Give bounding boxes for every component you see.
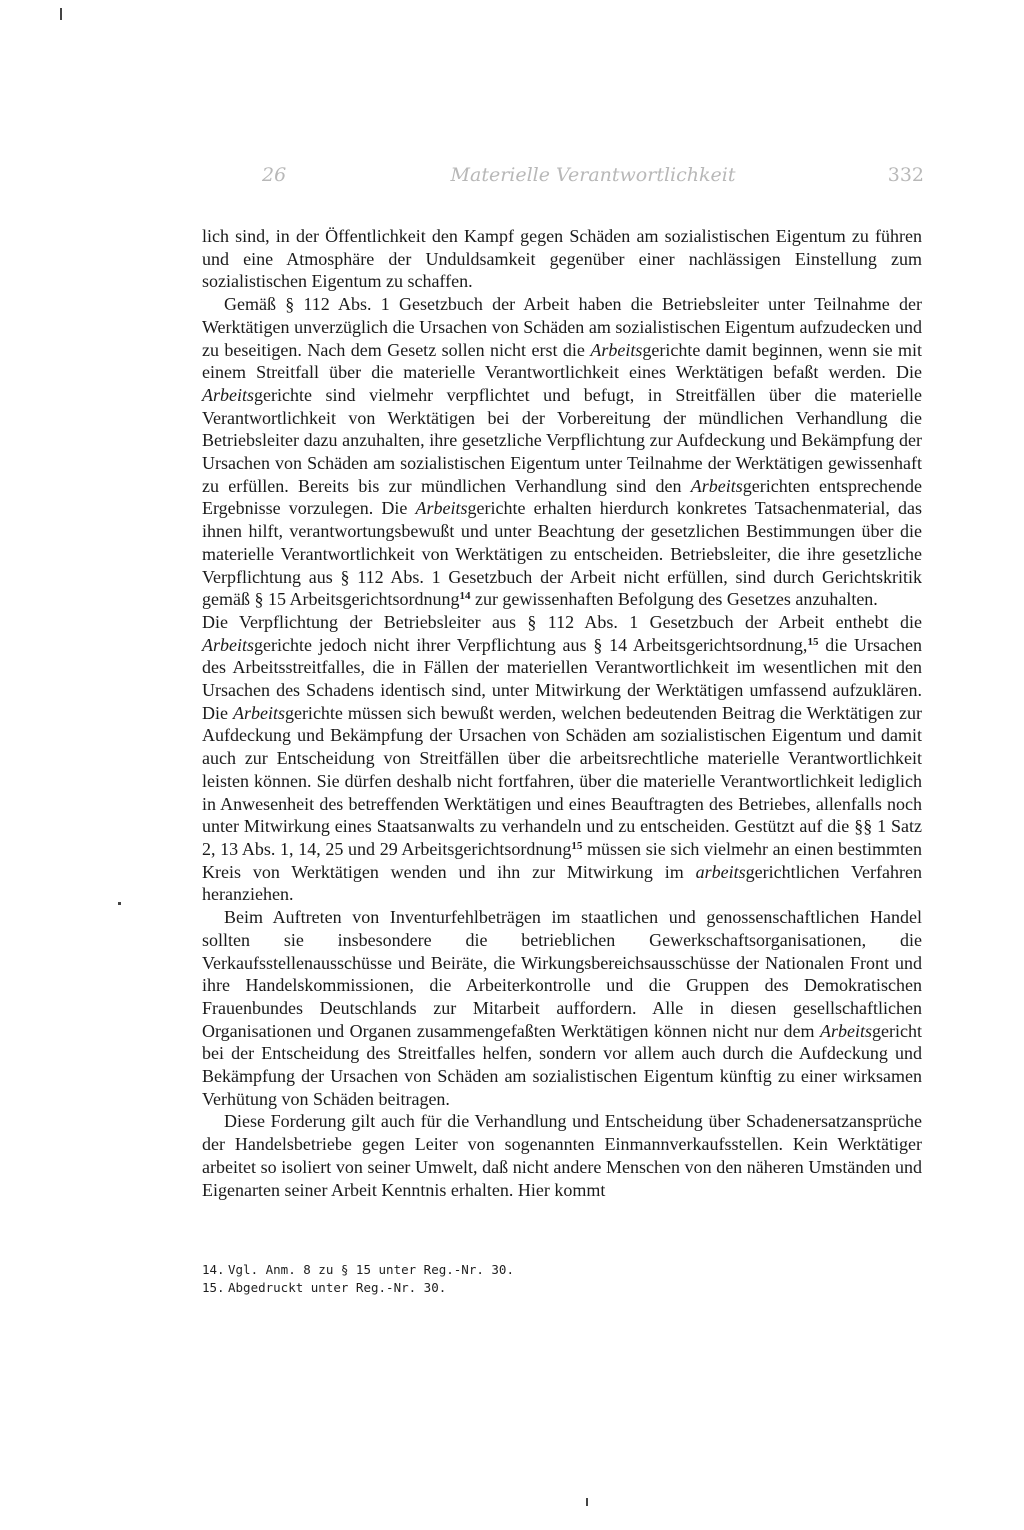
footnote-number: 14. bbox=[202, 1262, 225, 1277]
footnote-text: Abgedruckt unter Reg.-Nr. 30. bbox=[228, 1280, 447, 1295]
body-text bbox=[202, 225, 922, 1201]
footnote bbox=[202, 1279, 802, 1297]
paragraph: Die Verpflichtung der Betriebsleiter aus § 112 Abs. 1 Gesetzbuch der Arbeit enthebt die Arbeitsgerichte jedoch nicht ihrer Verpflichtung aus § 14 Arbeitsgerichtsordnung,$^{15}$ die Ursachen des Arbeitsstreitfalles, die in Fällen der materiellen Verantwortlichkeit im wesentlichen mit den Ursachen des Schadens identisch sind, unter Mitwirkung der Werktätigen umfassend aufzuklären. Die Arbeitsgerichte müssen sich bewußt werden, welchen bedeutenden Beitrag die Werktätigen zur Aufdeckung und Bekämpfung der Ursachen von Schäden am sozialistischen Eigentum und damit auch zur Entscheidung von Streitfällen über die arbeitsrechtliche materielle Verantwortlichkeit leisten können. Sie dürfen deshalb nicht fortfahren, über die materielle Verantwortlichkeit lediglich in Anwesenheit des betreffenden Werktätigen und eines Beauftragten des Betriebes, allenfalls noch unter Mitwirkung eines Staatsanwalts zu verhandeln und zu entscheiden. Gestützt auf die §§ 1 Satz 2, 13 Abs. 1, 14, 25 und 29 Arbeitsgerichtsordnung$^{15}$ müssen sie sich vielmehr an einen bestimmten Kreis von Werktätigen wenden und ihn zur Mitwirkung im arbeitsgerichtlichen Verfahren heranziehen. bbox=[202, 611, 923, 905]
paragraph: Diese Forderung gilt auch für die Verhandlung und Entscheidung über Schadenersatzansprüche der Handelsbetriebe gegen Leiter von sogenannten Einmannverkaufsstellen. Kein Werktätiger arbeitet so isoliert von seiner Umwelt, daß nicht andere Menschen von den näheren Umständen und Eigenarten seiner Arbeit Kenntnis erhalten. Hier kommt bbox=[202, 1111, 922, 1200]
header-page-number-left: 26 bbox=[262, 164, 287, 186]
paragraph: Beim Auftreten von Inventurfehlbeträgen im staatlichen und genossenschaftlichen Handel sollten sie insbesondere die betrieblichen Gewerkschaftsorganisationen, die Verkaufsstellenausschüsse und Beiräte, die Wirkungsbereichsausschüsse der Nationalen Front und ihre Handelskommissionen, die Arbeiterkontrolle und die Gruppen des Demokratischen Frauenbundes Deutschlands zur Mitarbeit auffordern. Alle in diesen gesellschaftlichen Organisationen und Organen zusammengefaßten Werktätigen können nicht nur dem Arbeitsgericht bei der Entscheidung des Streitfalles helfen, sondern vor allem auch durch die Aufdeckung und Bekämpfung der Ursachen von Schäden am sozialistischen Eigentum künftig zu einer wirksamen Verhütung von Schäden beitragen. bbox=[202, 907, 922, 1109]
running-header bbox=[262, 164, 924, 194]
scan-speck bbox=[118, 902, 121, 905]
footnote-text: Vgl. Anm. 8 zu § 15 unter Reg.-Nr. 30. bbox=[228, 1262, 514, 1277]
footnote bbox=[202, 1261, 802, 1279]
footnote-number: 15. bbox=[202, 1280, 225, 1295]
header-title: Materielle Verantwortlichkeit bbox=[450, 164, 736, 186]
scan-speck bbox=[60, 8, 62, 20]
paragraph: lich sind, in der Öffentlichkeit den Kampf gegen Schäden am sozialistischen Eigentum zu führen und eine Atmosphäre der Unduldsamkeit gegenüber einer nachlässigen Einstellung zum sozialistischen Eigentum zu schaffen. bbox=[202, 226, 922, 292]
scan-speck bbox=[586, 1498, 588, 1506]
footnotes bbox=[202, 1261, 802, 1297]
header-page-number-right: 332 bbox=[887, 164, 924, 186]
paragraph: Gemäß § 112 Abs. 1 Gesetzbuch der Arbeit haben die Betriebsleiter unter Teilnahme der Werktätigen unverzüglich die Ursachen von Schäden am sozialistischen Eigentum aufzudecken und zu beseitigen. Nach dem Gesetz sollen nicht erst die Arbeitsgerichte damit beginnen, wenn sie mit einem Streitfall über die materielle Verantwortlichkeit eines Werktätigen befaßt werden. Die Arbeitsgerichte sind vielmehr verpflichtet und befugt, in Streitfällen über die materielle Verantwortlichkeit von Werktätigen bei der Vorbereitung der mündlichen Verhandlung die Betriebsleiter dazu anzuhalten, ihre gesetzliche Verpflichtung zur Aufdeckung und Bekämpfung der Ursachen von Schäden am sozialistischen Eigentum unter Teilnahme der Werktätigen gewissenhaft zu erfüllen. Bereits bis zur mündlichen Verhandlung sind den Arbeitsgerichten entsprechende Ergebnisse vorzulegen. Die Arbeitsgerichte erhalten hierdurch konkretes Tatsachenmaterial, das ihnen hilft, verantwortungsbewußt und unter Beachtung der gesetzlichen Bestimmungen über die materielle Verantwortlichkeit von Werktätigen zu entscheiden. Betriebsleiter, die ihre gesetzliche Verpflichtung aus § 112 Abs. 1 Gesetzbuch der Arbeit nicht erfüllen, sind durch Gerichtskritik gemäß § 15 Arbeitsgerichtsordnung$^{14}$ zur gewissenhaften Befolgung des Gesetzes anzuhalten. bbox=[202, 294, 923, 610]
